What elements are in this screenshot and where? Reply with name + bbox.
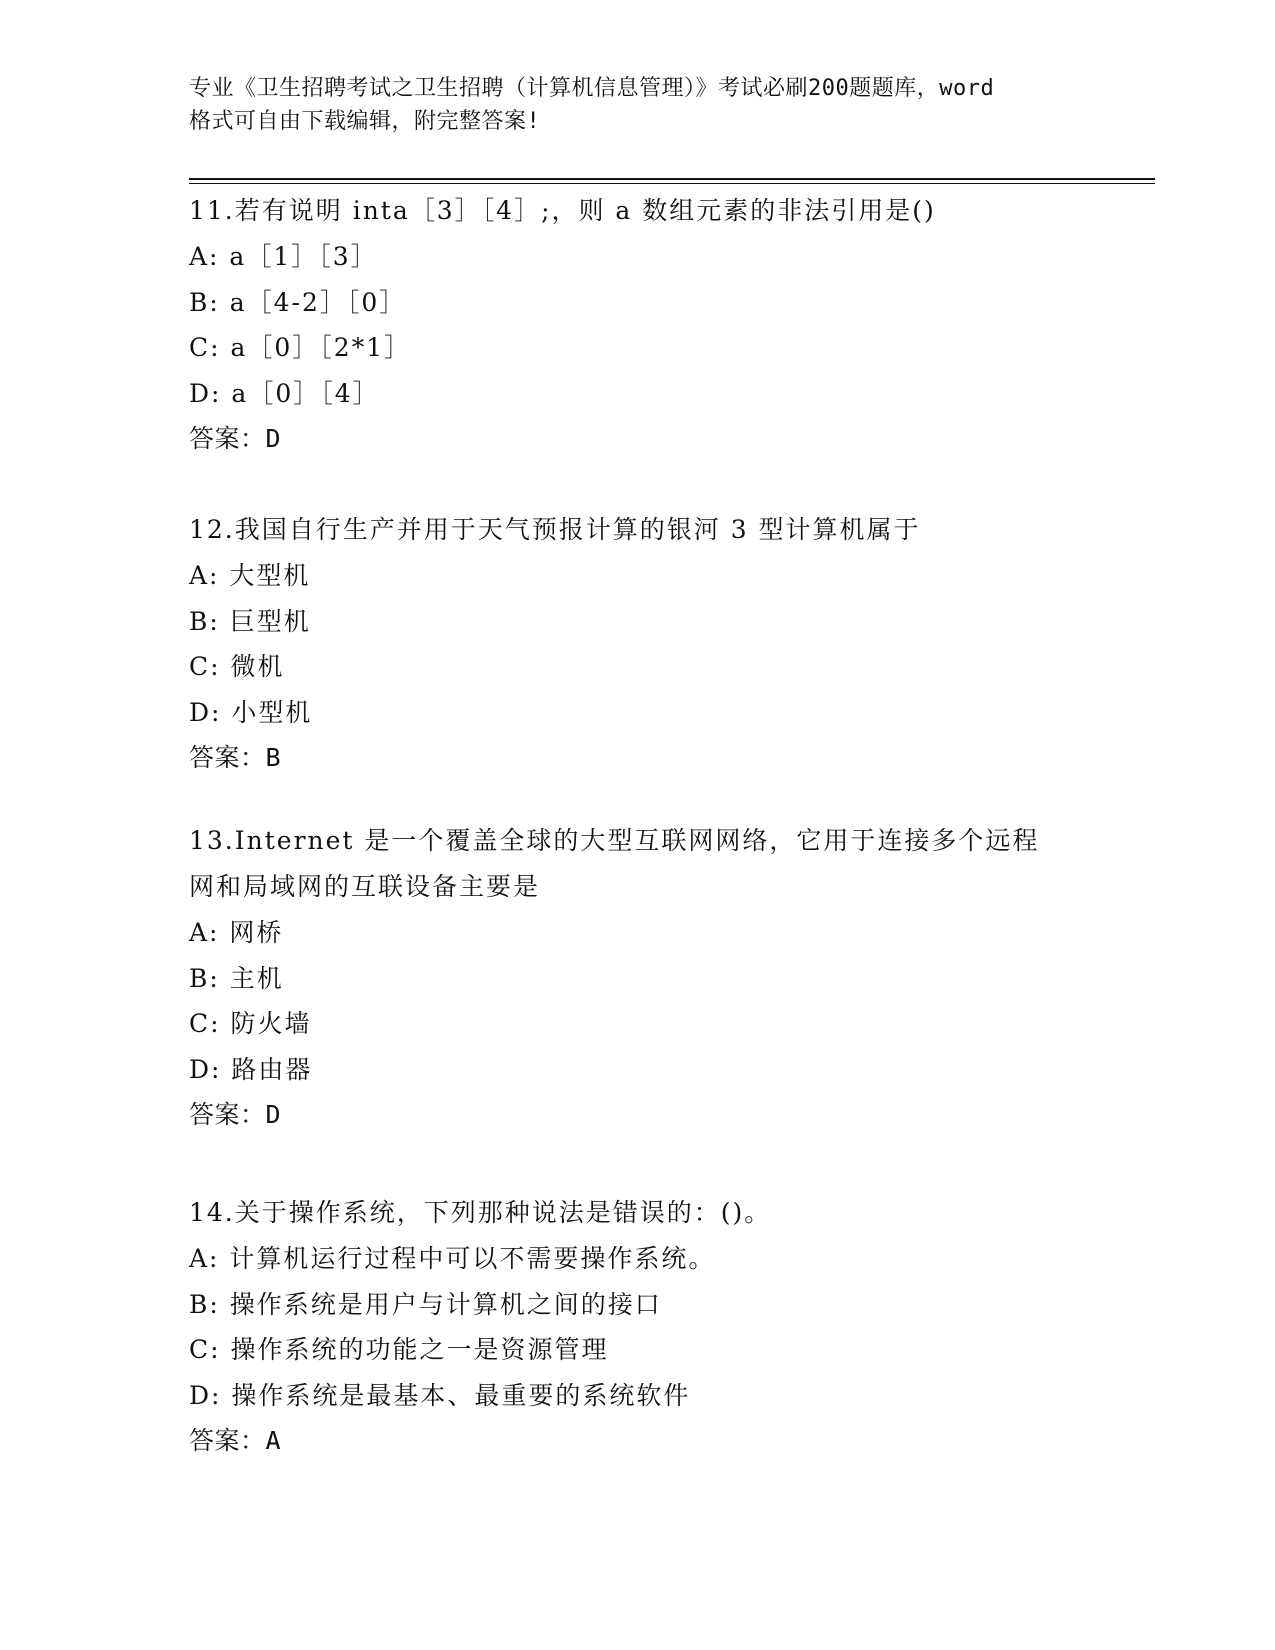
question-14	[189, 1190, 1089, 1464]
option-d: D: 路由器	[189, 1054, 313, 1084]
answer-line: 答案：B	[189, 743, 282, 772]
answer-line: 答案：A	[189, 1426, 282, 1455]
option-b: B: 巨型机	[189, 606, 311, 636]
document-header	[189, 72, 1089, 138]
question-stem	[189, 818, 1089, 910]
header-line-1: 专业《卫生招聘考试之卫生招聘（计算机信息管理）》考试必刷200题题库，word	[189, 76, 995, 101]
option-c: C: 微机	[189, 652, 285, 681]
header-divider-thin	[189, 183, 1155, 184]
question-13	[189, 818, 1089, 1138]
answer-line: 答案：D	[189, 424, 282, 453]
question-11	[189, 188, 1089, 462]
option-c: C: 操作系统的功能之一是资源管理	[189, 1335, 609, 1364]
question-12	[189, 507, 1089, 781]
option-a: A: 计算机运行过程中可以不需要操作系统。	[189, 1244, 716, 1273]
option-d: D: a［0］［4］	[189, 378, 380, 408]
header-divider-thick	[189, 178, 1155, 180]
header-line-2: 格式可自由下载编辑，附完整答案!	[189, 109, 541, 134]
question-text: 12.我国自行生产并用于天气预报计算的银河 3 型计算机属于	[189, 515, 921, 544]
question-text: 14.关于操作系统，下列那种说法是错误的：()。	[189, 1198, 772, 1227]
option-a: A: 网桥	[189, 918, 284, 947]
question-text: 11.若有说明 inta［3］［4］;，则 a 数组元素的非法引用是()	[189, 196, 936, 225]
option-d: D: 操作系统是最基本、最重要的系统软件	[189, 1380, 691, 1410]
option-a: A: 大型机	[189, 561, 311, 590]
option-a: A: a［1］［3］	[189, 242, 378, 271]
option-c: C: 防火墙	[189, 1009, 312, 1038]
answer-line: 答案：D	[189, 1100, 282, 1129]
option-b: B: a［4-2］［0］	[189, 287, 407, 317]
question-stem	[189, 1190, 1089, 1236]
question-stem	[189, 507, 1089, 553]
option-c: C: a［0］［2*1］	[189, 333, 412, 362]
option-b: B: 主机	[189, 963, 284, 993]
option-d: D: 小型机	[189, 697, 313, 727]
question-text-line-2: 网和局域网的互联设备主要是	[189, 872, 541, 901]
option-b: B: 操作系统是用户与计算机之间的接口	[189, 1289, 662, 1319]
question-text-line-1: 13.Internet 是一个覆盖全球的大型互联网网络，它用于连接多个远程	[189, 826, 1040, 855]
question-stem	[189, 188, 1089, 234]
